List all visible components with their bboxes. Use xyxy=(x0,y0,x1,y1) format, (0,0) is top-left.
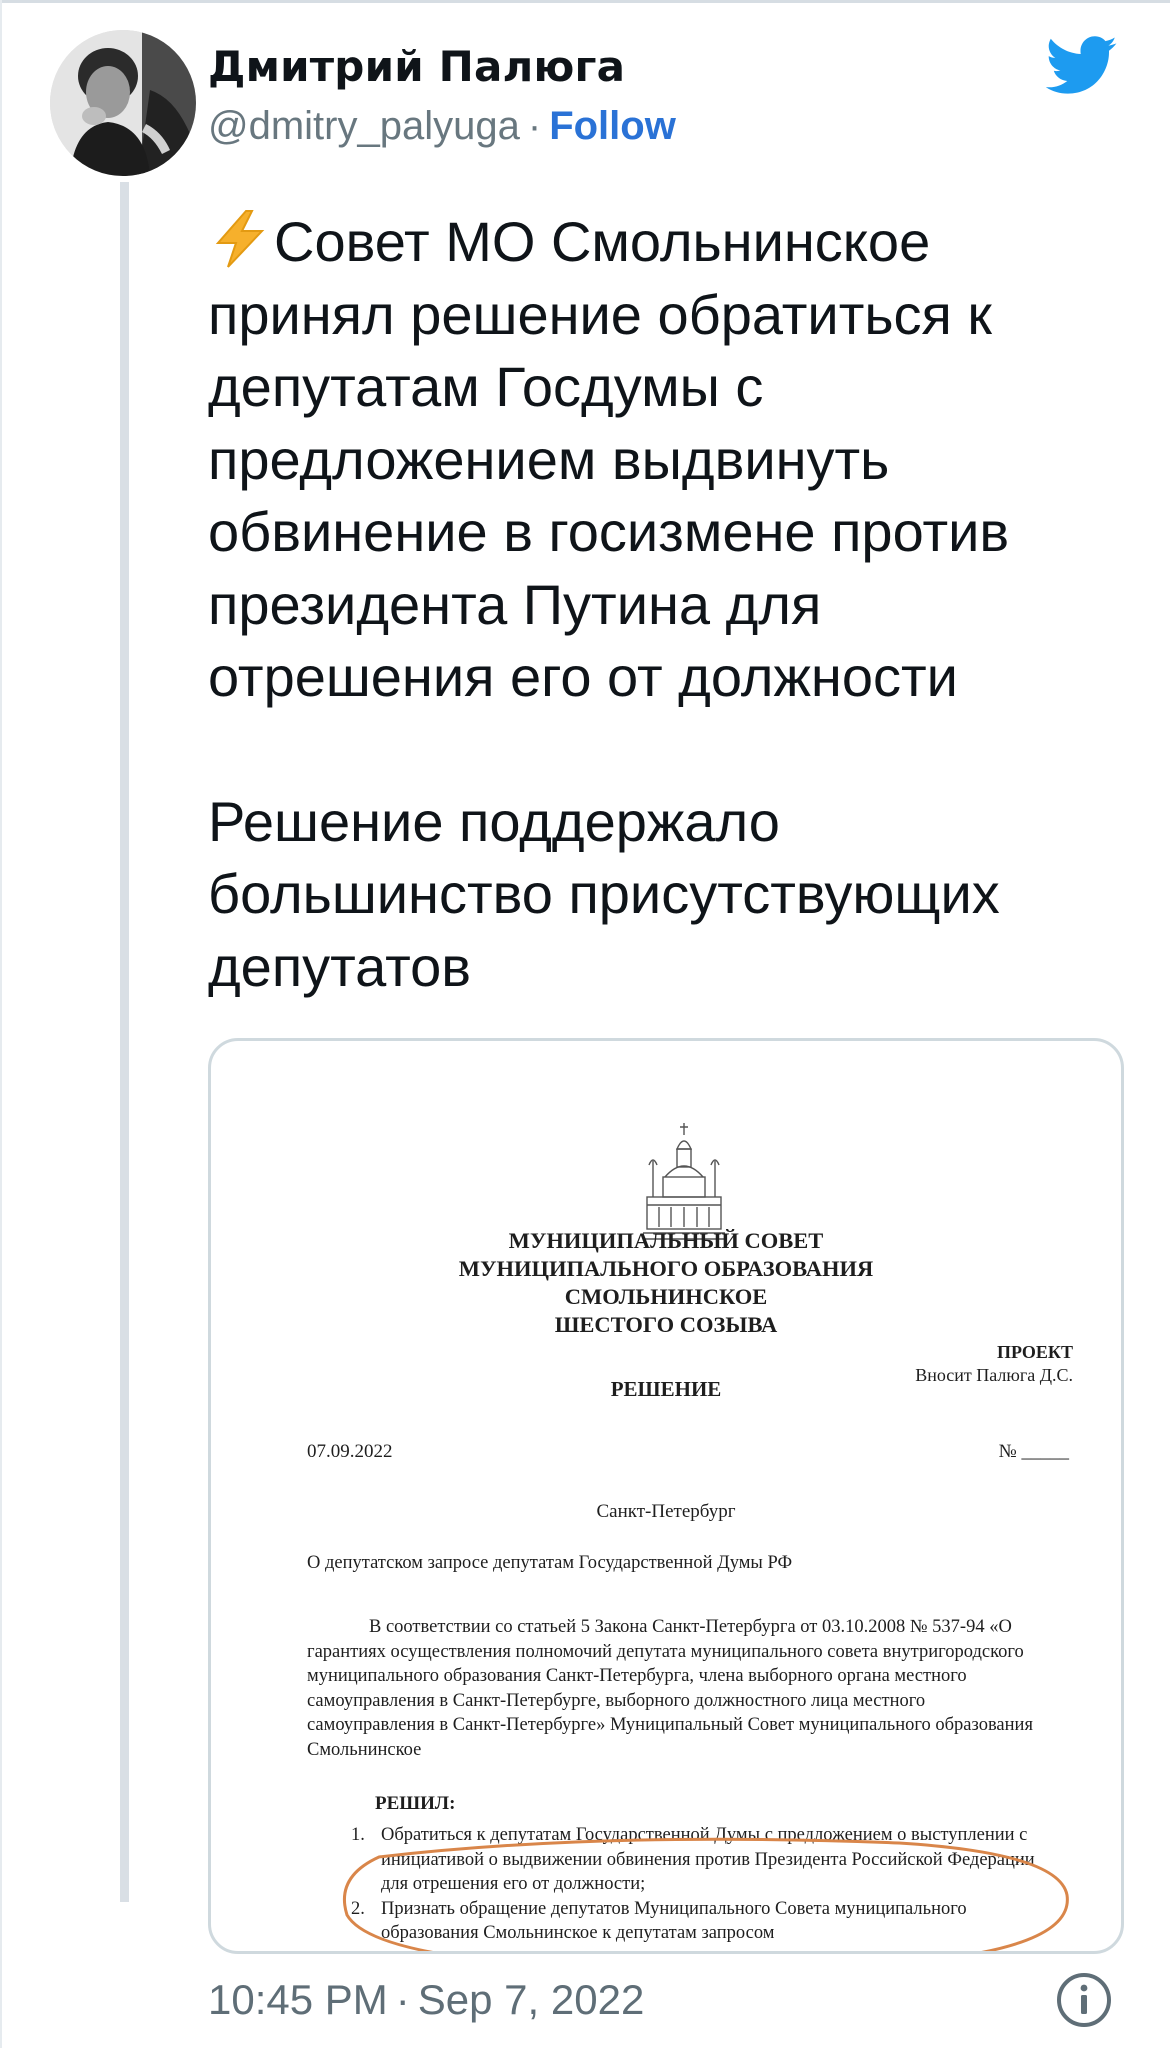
tweet-text xyxy=(208,206,1108,1003)
resolution-item-2-text: Признать обращение депутатов Муниципального Совета муниципального образования Смольнинское к депутатам запросом xyxy=(381,1898,967,1943)
tweet-timestamp[interactable] xyxy=(208,1976,644,2024)
author-display-name[interactable]: Дмитрий Палюга xyxy=(208,42,626,91)
header-line-1: МУНИЦИПАЛЬНЫЙ СОВЕТ xyxy=(508,1228,824,1253)
document-number: № _____ xyxy=(998,1441,1069,1462)
tweet-paragraph-1 xyxy=(208,206,1108,714)
preamble-text: В соответствии со статьей 5 Закона Санкт-Петербурга от 03.10.2008 № 537-94 «О гарантиях осуществления полномочий депутата муниципального совета внутригородского муниципального образования Санкт-Петербурга, члена выборного органа местного самоуправления в Санкт-Петербурге, выборного должностного лица местного самоуправления в Санкт-Петербурге» Муниципальный Совет муниципального образования Смольнинское xyxy=(307,1617,1033,1760)
tweet-paragraph-1-text: Совет МО Смольнинское принял решение обратиться к депутатам Госдумы с предложением выдвинуть обвинение в госизмене против президента Путина для отрешения его от должности xyxy=(208,210,1010,708)
follow-button[interactable]: Follow xyxy=(549,104,676,148)
document-preamble xyxy=(307,1615,1047,1762)
tweet-paragraph-2: Решение поддержало большинство присутствующих депутатов xyxy=(208,789,1000,998)
thread-line xyxy=(120,182,129,1902)
header-line-4: ШЕСТОГО СОЗЫВА xyxy=(554,1312,778,1337)
resolution-item-1-number: 1. xyxy=(351,1825,365,1845)
project-label: ПРОЕКТ xyxy=(997,1342,1073,1362)
author-handle[interactable]: @dmitry_palyuga xyxy=(208,104,520,148)
header-line-2: МУНИЦИПАЛЬНОГО ОБРАЗОВАНИЯ xyxy=(458,1256,874,1281)
header-line-3: СМОЛЬНИНСКОЕ xyxy=(564,1284,768,1309)
attached-image[interactable] xyxy=(208,1038,1124,1954)
document-title: РЕШЕНИЕ xyxy=(610,1377,722,1401)
timestamp-separator: · xyxy=(395,1976,410,2023)
resolution-item-2-number: 2. xyxy=(351,1898,365,1919)
document-header xyxy=(211,1227,1121,1339)
resolution-item-2 xyxy=(351,1897,1051,1946)
info-icon[interactable] xyxy=(1056,1972,1112,2028)
left-edge-divider xyxy=(0,0,2,2048)
document-subject: О депутатском запросе депутатам Государственной Думы РФ xyxy=(307,1553,793,1573)
top-divider xyxy=(0,0,1170,3)
avatar[interactable] xyxy=(50,30,196,176)
submitted-by: Вносит Палюга Д.С. xyxy=(915,1365,1073,1385)
resolved-label: РЕШИЛ: xyxy=(375,1793,456,1814)
avatar-photo xyxy=(50,30,196,176)
high-voltage-icon xyxy=(208,209,272,269)
resolution-item-1-text: Обратиться к депутатам Государственной Думы с предложением о выступлении с инициативой о выдвижении обвинения против Президента Российской Федерации для отрешения его от должности; xyxy=(381,1825,1035,1894)
meta-separator: · xyxy=(527,104,542,148)
tweet-time: 10:45 PM xyxy=(208,1976,388,2023)
document-date: 07.09.2022 xyxy=(307,1441,393,1462)
tweet-date: Sep 7, 2022 xyxy=(417,1976,645,2023)
author-meta xyxy=(208,104,676,149)
resolution-item-1 xyxy=(351,1823,1051,1897)
document-city: Санкт-Петербург xyxy=(596,1501,736,1522)
resolution-list xyxy=(351,1823,1051,1946)
document-scan xyxy=(211,1041,1121,1951)
twitter-bird-icon[interactable] xyxy=(1046,36,1118,96)
